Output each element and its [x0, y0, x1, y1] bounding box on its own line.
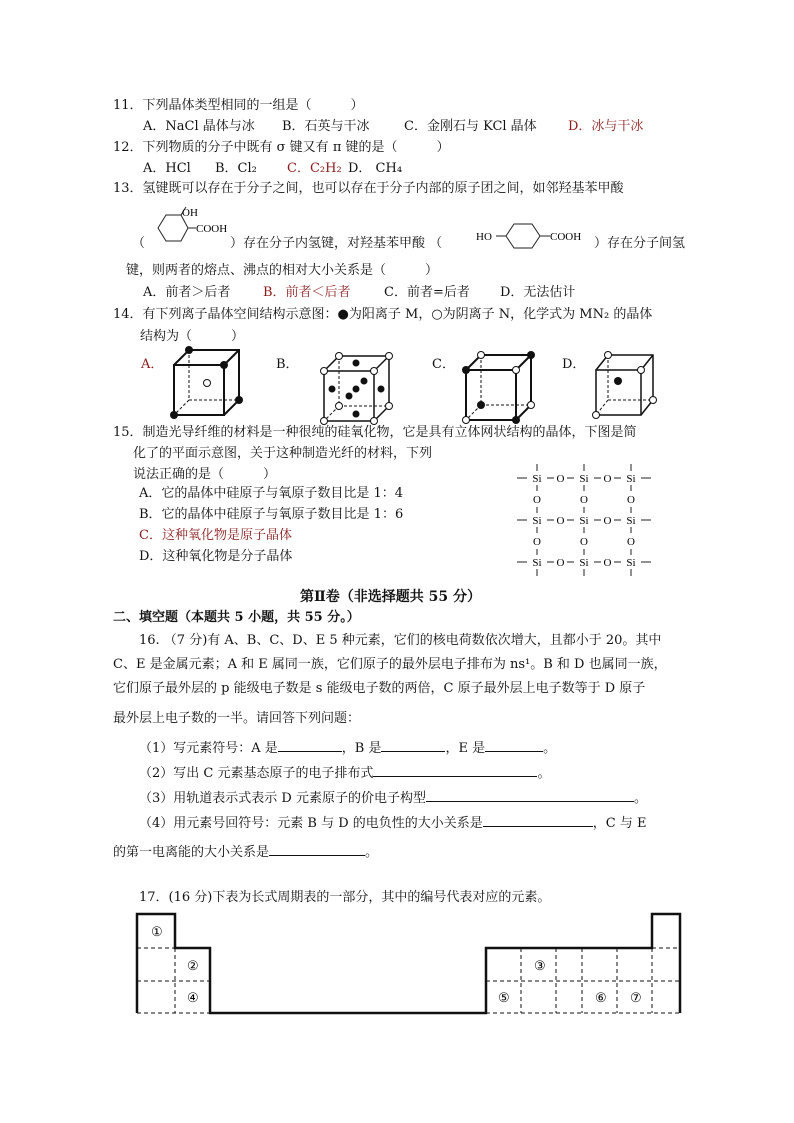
q12-option-b: B．Cl₂ [215, 161, 257, 176]
si-atom: Si [579, 557, 589, 569]
o-atom: O [603, 473, 612, 485]
q13-stem: 13．氢键既可以存在于分子之间，也可以存在于分子内部的原子团之间，如邻羟基苯甲酸 [113, 181, 624, 196]
element-label-3: ③ [534, 958, 546, 973]
si-atom: Si [579, 473, 589, 485]
q14-option-d: D． [562, 357, 586, 372]
cooh-label-2: COOH [550, 231, 582, 243]
q13-option-a: A．前者＞后者 [143, 285, 231, 300]
o-atom: O [556, 557, 565, 569]
q15-stem: 15．制造光导纤维的材料是一种很纯的硅氧化物，它是具有立体网状结构的晶体，下图是简 [113, 425, 637, 440]
q16-line-1: 16. （7 分)有 A、B、C、D、E 5 种元素，它们的核电荷数依次增大，且都小于 20。其中 [139, 633, 662, 648]
q12-stem: 12．下列物质的分子中既有 σ 键又有 π 键的是（ ） [113, 140, 450, 155]
q16-sub-4-label-2: ，C 与 E [592, 816, 647, 831]
q16-sub-3-label: （3）用轨道表示式表示 D 元素原子的价电子构型 [139, 791, 426, 806]
o-atom: O [603, 557, 612, 569]
q14-option-c: C． [432, 357, 455, 372]
si-atom: Si [532, 473, 542, 485]
q13-option-c: C．前者=后者 [384, 285, 470, 300]
o-atom: O [533, 536, 541, 548]
q11-stem: 11．下列晶体类型相同的一组是（ ） [113, 98, 364, 113]
si-atom: Si [626, 473, 636, 485]
q15-option-a: A．它的晶体中硅原子与氧原子数目比是 1：4 [139, 486, 404, 501]
q14-stem: 14．有下列离子晶体空间结构示意图：●为阳离子 M，○为阴离子 N，化学式为 MN₂ 的晶体 [113, 307, 653, 322]
o-atom: O [556, 473, 565, 485]
q15-option-c: C．这种氧化物是原子晶体 [139, 528, 292, 543]
q13-text-4: 键，则两者的熔点、沸点的相对大小关系是（ ） [126, 263, 439, 278]
q11-option-c: C．金刚石与 KCl 晶体 [404, 119, 537, 134]
period: 。 [537, 766, 551, 781]
q15-option-d: D．这种氧化物是分子晶体 [139, 549, 293, 564]
q16-sub-2-label: （2）写出 C 元素基态原子的电子排布式 [139, 766, 374, 781]
ho-label: HO [476, 231, 492, 243]
q16-sub-4b-label: 的第一电离能的大小关系是 [113, 845, 270, 860]
element-label-4: ④ [187, 990, 199, 1005]
element-label-7: ⑦ [630, 990, 642, 1005]
part2-title: 第Ⅱ卷（非选择题共 55 分） [300, 589, 482, 605]
q11-option-b: B．石英与干冰 [282, 119, 370, 134]
q16-line-2: C、E 是金属元素；A 和 E 属同一族，它们原子的最外层电子排布为 ns¹。B 和 D 也属同一族， [113, 657, 667, 672]
element-label-1: ① [151, 924, 163, 939]
o-atom: O [603, 515, 612, 527]
q16-sub-4-label: （4）用元素号回符号：元素 B 与 D 的电负性的大小关系是 [139, 816, 483, 831]
cooh-label: COOH [196, 223, 228, 235]
o-atom: O [580, 494, 588, 506]
q13-text-3: ）存在分子间氢 [594, 236, 686, 251]
q16-line-4: 最外层上电子数的一半。请回答下列问题： [113, 711, 361, 726]
si-atom: Si [532, 515, 542, 527]
q16-sub-1-label-e: ，E 是 [445, 741, 486, 756]
period: 。 [633, 791, 647, 806]
q17-stem: 17．(16 分)下表为长式周期表的一部分，其中的编号代表对应的元素。 [139, 890, 551, 905]
q12-option-a: A．HCl [143, 161, 191, 176]
q12-option-c: C．C₂H₂ [287, 161, 342, 176]
period: 。 [543, 741, 557, 756]
q13-paren-open: （ [132, 236, 146, 251]
o-atom: O [533, 494, 541, 506]
o-atom: O [580, 536, 588, 548]
q13-text-2: ）存在分子内氢键，对羟基苯甲酸 （ [230, 236, 443, 251]
q16-line-3: 它们原子最外层的 p 能级电子数是 s 能级电子数的两倍，C 原子最外层上电子数等于 D 原子 [113, 681, 646, 696]
q13-option-b: B．前者＜后者 [263, 285, 351, 300]
si-atom: Si [626, 557, 636, 569]
q15-text-3: 说法正确的是（ ） [133, 467, 277, 482]
o-atom: O [627, 494, 635, 506]
q16-sub-1-label-a: （1）写元素符号：A 是 [139, 741, 278, 756]
oh-label: OH [182, 207, 198, 219]
si-atom: Si [532, 557, 542, 569]
element-label-5: ⑤ [498, 990, 510, 1005]
period: 。 [365, 845, 379, 860]
q13-option-d: D．无法估计 [500, 285, 576, 300]
section-title: 二、填空题（本题共 5 小题，共 55 分。） [113, 610, 360, 625]
q14-option-a: A． [141, 357, 164, 372]
o-atom: O [627, 536, 635, 548]
element-label-2: ② [187, 958, 199, 973]
si-atom: Si [626, 515, 636, 527]
q15-option-b: B．它的晶体中硅原子与氧原子数目比是 1：6 [139, 507, 404, 522]
si-atom: Si [579, 515, 589, 527]
element-label-6: ⑥ [595, 990, 607, 1005]
o-atom: O [556, 515, 565, 527]
q16-sub-1-label-b: ，B 是 [341, 741, 382, 756]
q11-option-a: A．NaCl 晶体与冰 [143, 119, 255, 134]
q14-text-2: 结构为（ ） [140, 329, 245, 344]
q15-text-2: 化了的平面示意图，关于这种制造光纤的材料，下列 [133, 446, 433, 461]
q14-option-b: B． [276, 357, 299, 372]
q12-option-d: D． CH₄ [348, 161, 403, 176]
q11-option-d: D．冰与干冰 [568, 119, 644, 134]
